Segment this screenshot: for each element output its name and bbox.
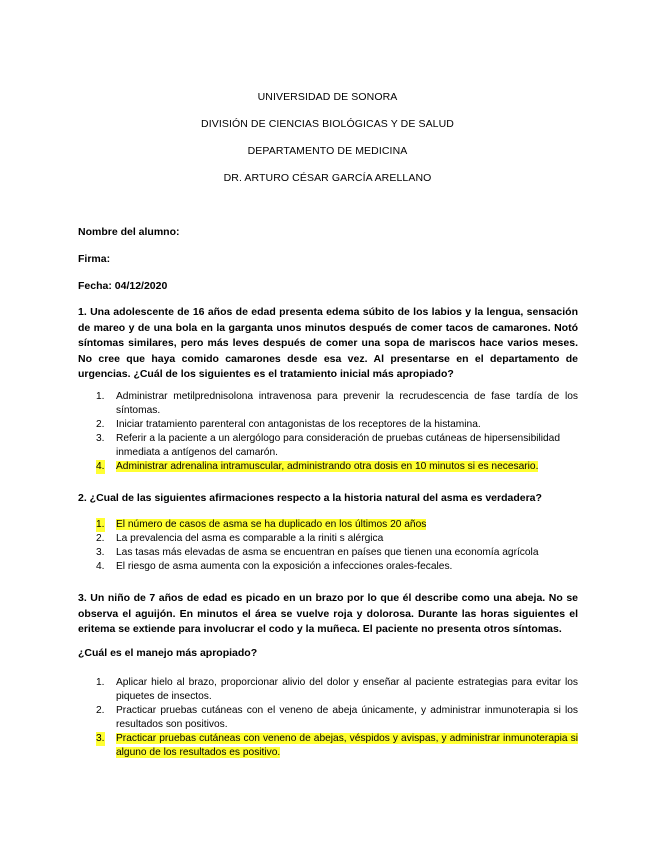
department-name: DEPARTAMENTO DE MEDICINA	[247, 145, 408, 157]
signature-field: Firma:	[78, 253, 111, 265]
option-item-highlighted	[78, 518, 578, 532]
option-item	[78, 676, 578, 704]
option-text: Administrar adrenalina intramuscular, administrando otra dosis en 10 minutos si es necesario.	[116, 461, 539, 472]
date-field: Fecha: 04/12/2020	[78, 280, 168, 292]
option-text: El riesgo de asma aumenta con la exposición a infecciones orales-fecales.	[116, 561, 453, 572]
option-number: 1.	[96, 519, 105, 530]
option-number: 2.	[96, 419, 105, 430]
doctor-name: DR. ARTURO CÉSAR GARCÍA ARELLANO	[223, 172, 432, 184]
option-item	[78, 532, 578, 546]
question-3-prompt: ¿Cuál es el manejo más apropiado?	[78, 647, 258, 659]
university-name: UNIVERSIDAD DE SONORA	[257, 91, 398, 103]
option-text: Iniciar tratamiento parenteral con antagonistas de los receptores de la histamina.	[116, 419, 481, 430]
option-text: La prevalencia del asma es comparable a la riniti s alérgica	[116, 533, 384, 544]
option-number: 3.	[96, 433, 105, 444]
option-item	[78, 432, 578, 460]
option-item	[78, 704, 578, 732]
option-text: Administrar metilprednisolona intravenosa para prevenir la recrudescencia de fase tardía de los síntomas.	[116, 391, 578, 416]
option-text: Practicar pruebas cutáneas con el veneno de abeja únicamente, y administrar inmunoterapia si los resultados son positivos.	[116, 705, 578, 730]
option-number: 1.	[96, 391, 105, 402]
option-item	[78, 418, 578, 432]
student-name-field: Nombre del alumno:	[78, 226, 180, 238]
option-item	[78, 546, 578, 560]
option-number: 2.	[96, 533, 105, 544]
option-number: 3.	[96, 547, 105, 558]
question-3-options	[78, 676, 578, 760]
option-number: 3.	[96, 733, 105, 744]
question-1: 1. Una adolescente de 16 años de edad presenta edema súbito de los labios y la lengua, sensación de mareo y de una bola en la garganta unos minutos después de comer tacos de camarones. Notó síntomas similares, pero más leves después de comer una sopa de mariscos hace varios meses. No cree que haya comido camarones desde esa vez. Al presentarse en el departamento de urgencias. ¿Cuál de los siguientes es el tratamiento inicial más apropiado?	[78, 306, 578, 380]
option-item-highlighted	[78, 732, 578, 760]
division-name: DIVISIÓN DE CIENCIAS BIOLÓGICAS Y DE SALUD	[201, 118, 454, 130]
option-text: Practicar pruebas cutáneas con veneno de abejas, véspidos y avispas, y administrar inmunoterapia si alguno de los resultados es positivo.	[116, 733, 578, 758]
option-item-highlighted	[78, 460, 578, 474]
option-number: 1.	[96, 677, 105, 688]
question-2: 2. ¿Cual de las siguientes afirmaciones respecto a la historia natural del asma es verdadera?	[78, 492, 542, 504]
option-text: Aplicar hielo al brazo, proporcionar alivio del dolor y enseñar al paciente estrategias para evitar los piquetes de insectos.	[116, 677, 578, 702]
option-item	[78, 390, 578, 418]
question-3: 3. Un niño de 7 años de edad es picado en un brazo por lo que él describe como una abeja. No se observa el aguijón. En minutos el área se vuelve roja y dolorosa. Durante las horas siguientes el eritema se extiende para involucrar el codo y la muñeca. El paciente no presenta otros síntomas.	[78, 592, 578, 635]
question-1-options	[78, 390, 578, 474]
option-number: 2.	[96, 705, 105, 716]
option-text: Referir a la paciente a un alergólogo para consideración de pruebas cutáneas de hipersensibilidad inmediata a antígenos del camarón.	[116, 433, 561, 458]
option-item	[78, 560, 578, 574]
option-number: 4.	[96, 461, 105, 472]
option-text: Las tasas más elevadas de asma se encuentran en países que tienen una economía agrícola	[116, 547, 539, 558]
question-2-options	[78, 518, 578, 574]
option-number: 4.	[96, 561, 105, 572]
option-text: El número de casos de asma se ha duplicado en los últimos 20 años	[116, 519, 427, 530]
